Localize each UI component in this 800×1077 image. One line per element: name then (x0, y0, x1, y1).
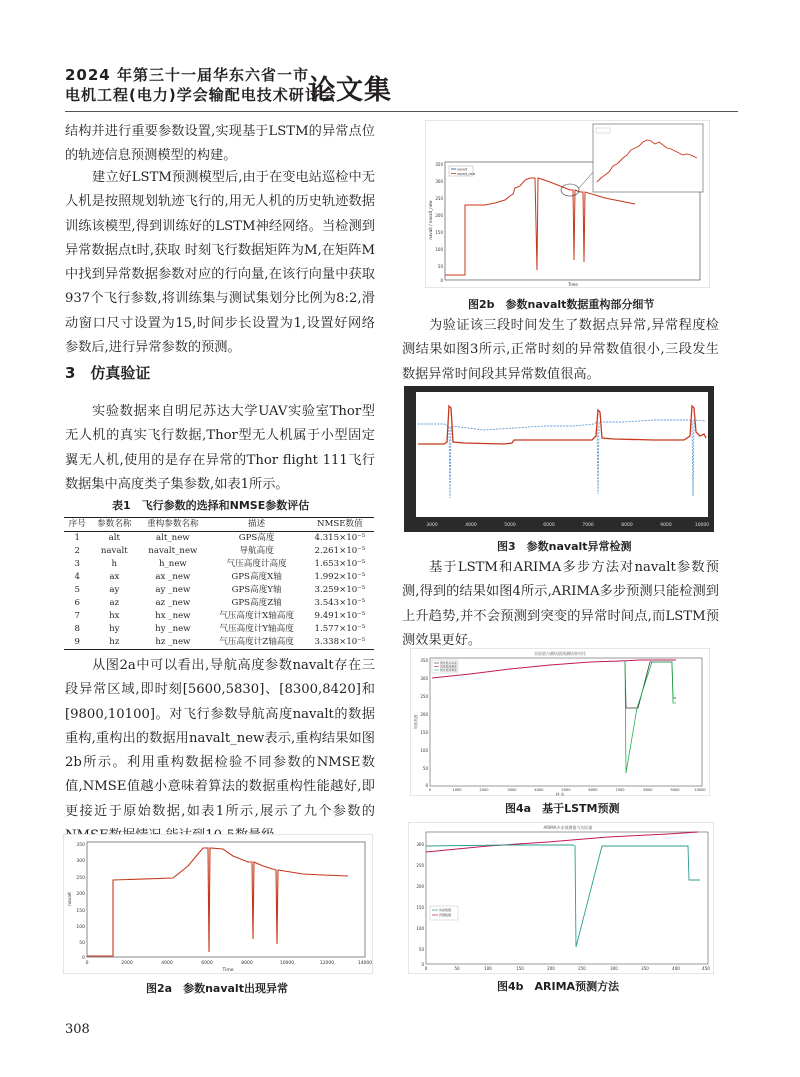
y-tick: 200 (416, 884, 424, 889)
paragraph-lstm-training: 建立好LSTM预测模型后,由于在变电站巡检中无人机是按照规划轨迹飞行的,用无人机的历史轨迹数据训练该模型,得到训练好的LSTM神经网络。当检测到异常数据点t时,获取 时刻飞行数据矩阵为M,在矩阵M中找到异常数据参数对应的行向量,在该行向量中获取937个飞行参数,将训练集与测试集划分比例为8:2,滑动窗口尺寸设置为15,时间步长设置为1,设置好网络参数后,进行异常参数的预测。 (65, 170, 375, 356)
table-cell: ax _new (155, 572, 191, 582)
table-cell: 9 (64, 636, 90, 650)
table-cell: 4 (74, 572, 80, 582)
table-cell: GPS高度 (238, 533, 275, 543)
y-tick: 0 (82, 956, 85, 961)
y-tick: 0 (425, 783, 428, 788)
y-tick: 50 (422, 766, 428, 771)
table-cell: 3.259×10⁻⁵ (314, 585, 366, 595)
x-tick: 12000 (319, 961, 335, 966)
x-tick: 2000 (121, 961, 133, 966)
x-tick: 3000 (426, 523, 438, 528)
legend-label: 训练集预测值 (440, 664, 457, 669)
legend-label: navalt (457, 167, 467, 172)
x-tick: 0 (428, 788, 432, 792)
table-row (64, 623, 374, 636)
figure-3-plot-area (416, 392, 708, 517)
legend-label: 测试集实际值 (440, 661, 457, 665)
table-cell: 1.577×10⁻⁵ (314, 624, 366, 634)
legend-label: navalt_new (457, 172, 476, 176)
table-cell: alt_new (156, 533, 190, 543)
table-cell: h_new (158, 559, 187, 569)
x-tick: 8000 (643, 788, 653, 792)
table-cell: 7 (74, 611, 80, 621)
y-tick: 250 (416, 863, 424, 868)
x-tick: 6000 (588, 788, 598, 792)
x-tick: 7000 (582, 523, 594, 528)
nmse-table (64, 517, 374, 650)
x-tick: 300 (610, 966, 618, 971)
x-tick: 100 (484, 966, 492, 971)
y-tick: 350 (435, 162, 443, 167)
x-tick: 10000 (694, 523, 710, 528)
table-cell: alt (108, 533, 120, 543)
table-cell: hx _new (155, 611, 191, 621)
table-body (64, 532, 374, 650)
y-tick: 350 (76, 843, 85, 848)
y-tick: 50 (418, 947, 424, 952)
table-cell: 气压高度计Y轴高度 (219, 624, 294, 634)
y-tick: 200 (76, 892, 85, 897)
table-row (64, 610, 374, 623)
proceedings-title: 论文集 (308, 75, 392, 106)
y-tick: 100 (416, 926, 424, 931)
figure-3 (404, 386, 714, 532)
table-cell: 气压高度计Z轴高度 (207, 636, 305, 650)
figure-4a-caption: 图4a 基于LSTM预测 (505, 802, 620, 815)
table-row (64, 532, 374, 546)
x-tick: 10000 (694, 788, 706, 792)
y-tick: 200 (435, 213, 443, 218)
figure-4a (410, 648, 710, 796)
inset-legend (596, 128, 610, 133)
table-header: 参数名称 (90, 518, 138, 532)
y-tick: 100 (76, 925, 85, 930)
conference-header-line1: 2024 年第三十一届华东六省一市 (65, 66, 309, 84)
table-cell: az _new (155, 598, 191, 608)
table-cell: 3.543×10⁻⁵ (314, 598, 366, 608)
y-axis-label: 导航高度 (414, 714, 418, 730)
y-tick: 250 (420, 694, 428, 699)
chart-title: 实际值与测试值预测结果对比 (534, 651, 586, 656)
table-cell: hz _new (138, 636, 207, 650)
table-cell: az (109, 598, 120, 608)
table-cell: 1 (74, 533, 80, 543)
table-cell: 1.653×10⁻⁵ (314, 559, 366, 569)
table-cell: navalt (100, 546, 128, 556)
y-tick: 200 (420, 712, 428, 717)
x-tick: 6000 (543, 523, 555, 528)
table-cell: hy (109, 624, 120, 634)
chart-title: ARIMA多步预测值与实际值 (543, 825, 593, 830)
paragraph-dataset: 实验数据来自明尼苏达大学UAV实验室Thor型无人机的真实飞行数据,Thor型无人机属于小型固定翼无人机,使用的是存在异常的Thor flight 111飞行数据集中高度类子集参数,如表1所示。 (65, 404, 375, 492)
x-tick: 14000 (357, 961, 373, 966)
table-header: 描述 (207, 518, 305, 532)
y-tick: 300 (416, 842, 424, 847)
x-tick: 200 (547, 966, 555, 971)
figure-4b-caption: 图4b ARIMA预测方法 (497, 980, 620, 993)
x-tick: 50 (454, 966, 460, 971)
table-cell: 6 (74, 598, 80, 608)
x-tick: 250 (578, 966, 586, 971)
y-axis-label: navalt (68, 891, 73, 907)
figure-4b (408, 822, 714, 974)
zoom-inset (593, 124, 703, 192)
table-row (64, 636, 374, 650)
paragraph-prediction-comparison: 基于LSTM和ARIMA多步方法对navalt参数预测,得到的结果如图4所示,ARIMA多步预测只能检测到上升趋势,并不会预测到突变的异常时间点,而LSTM预测效果更好。 (402, 560, 719, 648)
x-tick: 6000 (201, 961, 213, 966)
table-cell: ax (109, 572, 120, 582)
paragraph-anomaly-detection: 为验证该三段时间发生了数据点异常,异常程度检测结果如图3所示,正常时刻的异常数值很小,三段发生数据异常时间段其异常数值很高。 (402, 318, 719, 382)
paragraph-lstm-build: 结构并进行重要参数设置,实现基于LSTM的异常点位的轨迹信息预测模型的构建。 (65, 124, 375, 164)
x-tick: 4000 (161, 961, 173, 966)
x-tick: 400 (672, 966, 680, 971)
x-tick: 8000 (241, 961, 253, 966)
x-tick: 4000 (534, 788, 544, 792)
table-row (64, 584, 374, 597)
figure-3-caption: 图3 参数navalt异常检测 (497, 540, 632, 553)
y-tick: 150 (416, 905, 424, 910)
table-header: NMSE数值 (306, 518, 374, 532)
table-row (64, 558, 374, 571)
x-tick: 5000 (561, 788, 571, 792)
y-tick: 50 (79, 941, 85, 946)
y-tick: 150 (435, 230, 443, 235)
y-tick: 50 (437, 264, 443, 269)
y-tick: 0 (440, 278, 443, 283)
legend-label: 测试集预测值 (440, 668, 457, 672)
x-tick: 10000 (279, 961, 295, 966)
x-tick: 2000 (479, 788, 489, 792)
table-cell: navalt_new (148, 546, 198, 556)
x-tick: 350 (641, 966, 649, 971)
x-tick: 7000 (615, 788, 625, 792)
x-tick: 0 (424, 966, 428, 971)
x-tick: 0 (85, 961, 89, 966)
x-tick: 1000 (452, 788, 462, 792)
table-cell: 9.491×10⁻⁵ (314, 611, 366, 621)
table-cell: 2 (74, 546, 80, 556)
figure-2a-caption: 图2a 参数navalt出现异常 (146, 982, 288, 995)
table-cell: 气压高度计高度 (226, 559, 287, 569)
table1-caption: 表1 飞行参数的选择和NMSE参数评估 (112, 499, 310, 512)
table-cell: GPS高度X轴 (231, 572, 282, 582)
table-header: 序号 (64, 518, 90, 532)
table-cell: GPS高度Z轴 (231, 598, 282, 608)
y-tick: 100 (435, 247, 443, 252)
table-row (64, 545, 374, 558)
table-header: 重构参数名称 (138, 518, 207, 532)
table-cell: ay _new (155, 585, 191, 595)
y-tick: 250 (76, 876, 85, 881)
header-rule (65, 111, 738, 112)
table-cell: hy _new (155, 624, 191, 634)
x-tick: 8000 (621, 523, 633, 528)
conference-header-line2: 电机工程(电力)学会输配电技术研讨会 (65, 86, 337, 104)
table-cell: 2.261×10⁻⁵ (314, 546, 366, 556)
table-row (64, 571, 374, 584)
legend-label: 预测数据 (439, 913, 452, 918)
table-cell: ay (109, 585, 120, 595)
table-cell: 导航高度 (239, 546, 274, 556)
table-cell: 1.992×10⁻⁵ (314, 572, 366, 582)
y-tick: 150 (420, 730, 428, 735)
x-tick: 5000 (504, 523, 516, 528)
section-heading: 3 仿真验证 (65, 364, 151, 382)
y-tick: 300 (76, 859, 85, 864)
legend-label: 实际数据 (439, 908, 452, 913)
x-tick: 150 (516, 966, 524, 971)
x-tick: 3000 (507, 788, 517, 792)
table-cell: h (111, 559, 118, 569)
figure-2a (63, 834, 373, 974)
y-tick: 350 (420, 658, 428, 663)
table-cell: hx (109, 611, 120, 621)
y-tick: 100 (420, 748, 428, 753)
table-cell: 5 (74, 585, 80, 595)
x-axis-label: Time (568, 282, 578, 287)
y-tick: 250 (435, 196, 443, 201)
table-cell: GPS高度Y轴 (231, 585, 282, 595)
figure-2b-caption: 图2b 参数navalt数据重构部分细节 (468, 298, 655, 311)
table-cell: 3.338×10⁻⁵ (306, 636, 374, 650)
x-axis-label: 样 本 (555, 792, 565, 796)
table-row (64, 597, 374, 610)
x-axis-label: Time (222, 968, 234, 973)
y-tick: 300 (420, 676, 428, 681)
x-tick: 9000 (660, 523, 672, 528)
paragraph-fig2-discussion: 从图2a中可以看出,导航高度参数navalt存在三段异常区域,即时刻[5600,5830]、[8300,8420]和[9800,10100]。对飞行参数导航高度navalt的数据重构,重构出的数据用navalt_new表示,重构结果如图2b所示。利用重构数据检验不同参数的NMSE数值,NMSE值越小意味着算法的数据重构性能越好,即更接近于原始数据,如表1所示,展示了九个参数的 (65, 658, 375, 819)
y-axis-label: navalt / navalt_new (428, 200, 433, 240)
x-tick: 4000 (465, 523, 477, 528)
table-cell: hz (90, 636, 138, 650)
y-tick: 150 (76, 909, 85, 914)
table-cell: 气压高度计X轴高度 (219, 611, 295, 621)
x-tick: 450 (702, 966, 710, 971)
figure-2b (425, 120, 710, 288)
y-tick: 300 (435, 179, 443, 184)
table-cell: 8 (74, 624, 80, 634)
page-number: 308 (65, 1022, 90, 1037)
x-tick: 9000 (670, 788, 680, 792)
y-tick: 0 (421, 962, 424, 967)
table-cell: 4.315×10⁻⁵ (314, 533, 366, 543)
table-cell: 3 (74, 559, 80, 569)
